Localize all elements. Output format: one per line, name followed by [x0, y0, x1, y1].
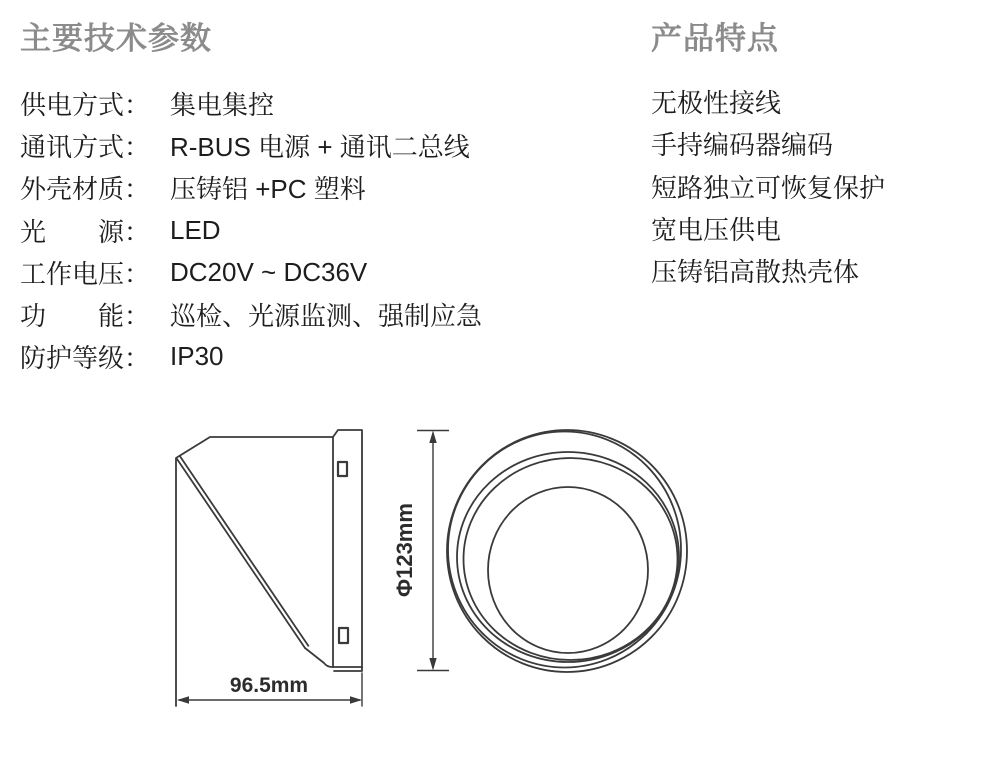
front-view-diameter-dimension-label: Φ123mm: [392, 503, 417, 597]
spec-value: 压铸铝 +PC 塑料: [170, 174, 366, 205]
feature-item: 无极性接线: [651, 88, 782, 118]
spec-value: R-BUS 电源 + 通讯二总线: [170, 131, 470, 162]
feature-item: 压铸铝高散热壳体: [651, 257, 860, 288]
spec-label: 通讯方式：: [20, 131, 151, 162]
feature-item: 宽电压供电: [651, 214, 782, 245]
product-features-title: 产品特点: [651, 21, 779, 56]
spec-label: 外壳材质：: [20, 174, 151, 205]
spec-label: 光 源：: [20, 216, 151, 247]
spec-label: 功 能：: [20, 301, 151, 332]
spec-value: IP30: [170, 341, 224, 372]
spec-value: LED: [170, 214, 221, 245]
spec-label: 防护等级：: [20, 343, 151, 374]
feature-item: 手持编码器编码: [651, 130, 834, 161]
tech-specs-title: 主要技术参数: [20, 21, 212, 56]
side-view-width-dimension-label: 96.5mm: [229, 674, 309, 697]
side-view-drawing: [176, 430, 362, 706]
spec-label: 工作电压：: [20, 258, 151, 289]
feature-item: 短路独立可恢复保护: [651, 172, 886, 203]
spec-value: 集电集控: [170, 89, 275, 120]
spec-value: 巡检、光源监测、强制应急: [170, 301, 483, 332]
spec-value: DC20V ~ DC36V: [170, 256, 368, 287]
spec-label: 供电方式：: [20, 89, 151, 120]
front-view-drawing: [417, 430, 687, 672]
